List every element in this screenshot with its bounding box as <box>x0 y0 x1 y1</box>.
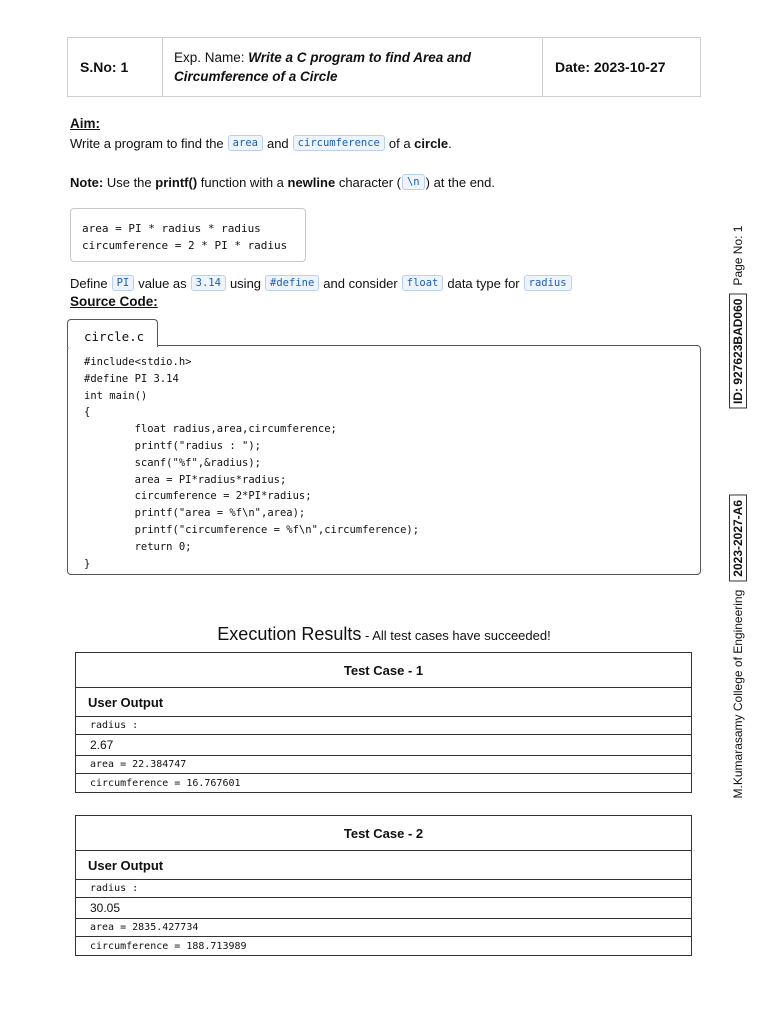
define-text: Define <box>70 275 108 291</box>
formula-circumference: circumference = 2 * PI * radius <box>82 239 288 252</box>
note-label: Note: <box>70 174 104 190</box>
output-line: radius : <box>76 880 691 898</box>
side-info-strip <box>729 226 747 799</box>
define-text: using <box>229 275 262 291</box>
note-bold: newline <box>287 174 336 190</box>
aim-text: . <box>448 135 452 151</box>
code-chip-area: area <box>228 135 263 151</box>
execution-status: - All test cases have succeeded! <box>361 628 551 643</box>
aim-text: Write a program to find the <box>70 135 224 151</box>
aim-heading: Aim: <box>70 116 100 131</box>
test-case-title: Test Case - 1 <box>76 653 691 688</box>
exp-title: Write a C program to find Area and Circumference of a Circle <box>174 50 472 84</box>
code-chip-float: float <box>402 275 444 291</box>
execution-results-title <box>0 624 768 645</box>
note-line <box>70 174 495 190</box>
formula-box <box>70 208 306 262</box>
aim-description <box>70 135 452 151</box>
code-chip-newline: \n <box>402 174 425 190</box>
aim-bold: circle <box>414 135 449 151</box>
output-line: area = 22.384747 <box>76 756 691 774</box>
exp-name-prefix: Exp. Name: <box>174 50 249 65</box>
aim-text: and <box>266 135 289 151</box>
code-chip-circumference: circumference <box>293 135 385 151</box>
college-name: M.Kumarasamy College of Engineering <box>731 589 745 799</box>
input-line: 2.67 <box>76 735 691 756</box>
test-case-2 <box>75 815 692 956</box>
note-text: Use the <box>106 174 152 190</box>
define-line <box>70 275 576 291</box>
formula-area: area = PI * radius * radius <box>82 222 261 235</box>
page-number: Page No: 1 <box>731 225 745 286</box>
file-tab[interactable]: circle.c <box>67 319 158 347</box>
note-bold: printf() <box>155 174 198 190</box>
define-text: and consider <box>323 275 398 291</box>
output-line: area = 2835.427734 <box>76 919 691 937</box>
note-text: ) at the end. <box>425 174 496 190</box>
define-text: data type for <box>447 275 520 291</box>
output-line: circumference = 188.713989 <box>90 940 247 952</box>
code-chip-pi: PI <box>112 275 135 291</box>
input-line: 30.05 <box>76 898 691 919</box>
test-case-1 <box>75 652 692 793</box>
source-code-heading: Source Code: <box>70 294 158 309</box>
execution-title: Execution Results <box>217 624 362 644</box>
test-case-title: Test Case - 2 <box>76 816 691 851</box>
batch-code: 2023-2027-A6 <box>729 495 747 582</box>
code-chip-value: 3.14 <box>191 275 226 291</box>
aim-text: of a <box>388 135 411 151</box>
code-chip-radius: radius <box>524 275 572 291</box>
experiment-date: Date: 2023-10-27 <box>555 59 666 75</box>
define-text: value as <box>138 275 187 291</box>
serial-number: S.No: 1 <box>68 38 163 96</box>
note-text: function with a <box>200 174 284 190</box>
code-block: #include<stdio.h> #define PI 3.14 int main() { float radius,area,circumference; printf("radius : "); scanf("%f",&radius); area = PI*radius*radius; circumference = 2*PI*radius; printf("area = %f\n",area); printf("circumference = %f\n",circumference); return 0; } <box>67 345 701 575</box>
user-output-label: User Output <box>76 688 691 717</box>
note-text: character ( <box>338 174 401 190</box>
student-id: ID: 927623BAD060 <box>729 294 747 409</box>
experiment-name <box>163 38 543 96</box>
experiment-header <box>67 37 701 97</box>
code-chip-define: #define <box>265 275 319 291</box>
output-line: radius : <box>76 717 691 735</box>
user-output-label: User Output <box>76 851 691 880</box>
output-line: circumference = 16.767601 <box>90 777 241 789</box>
